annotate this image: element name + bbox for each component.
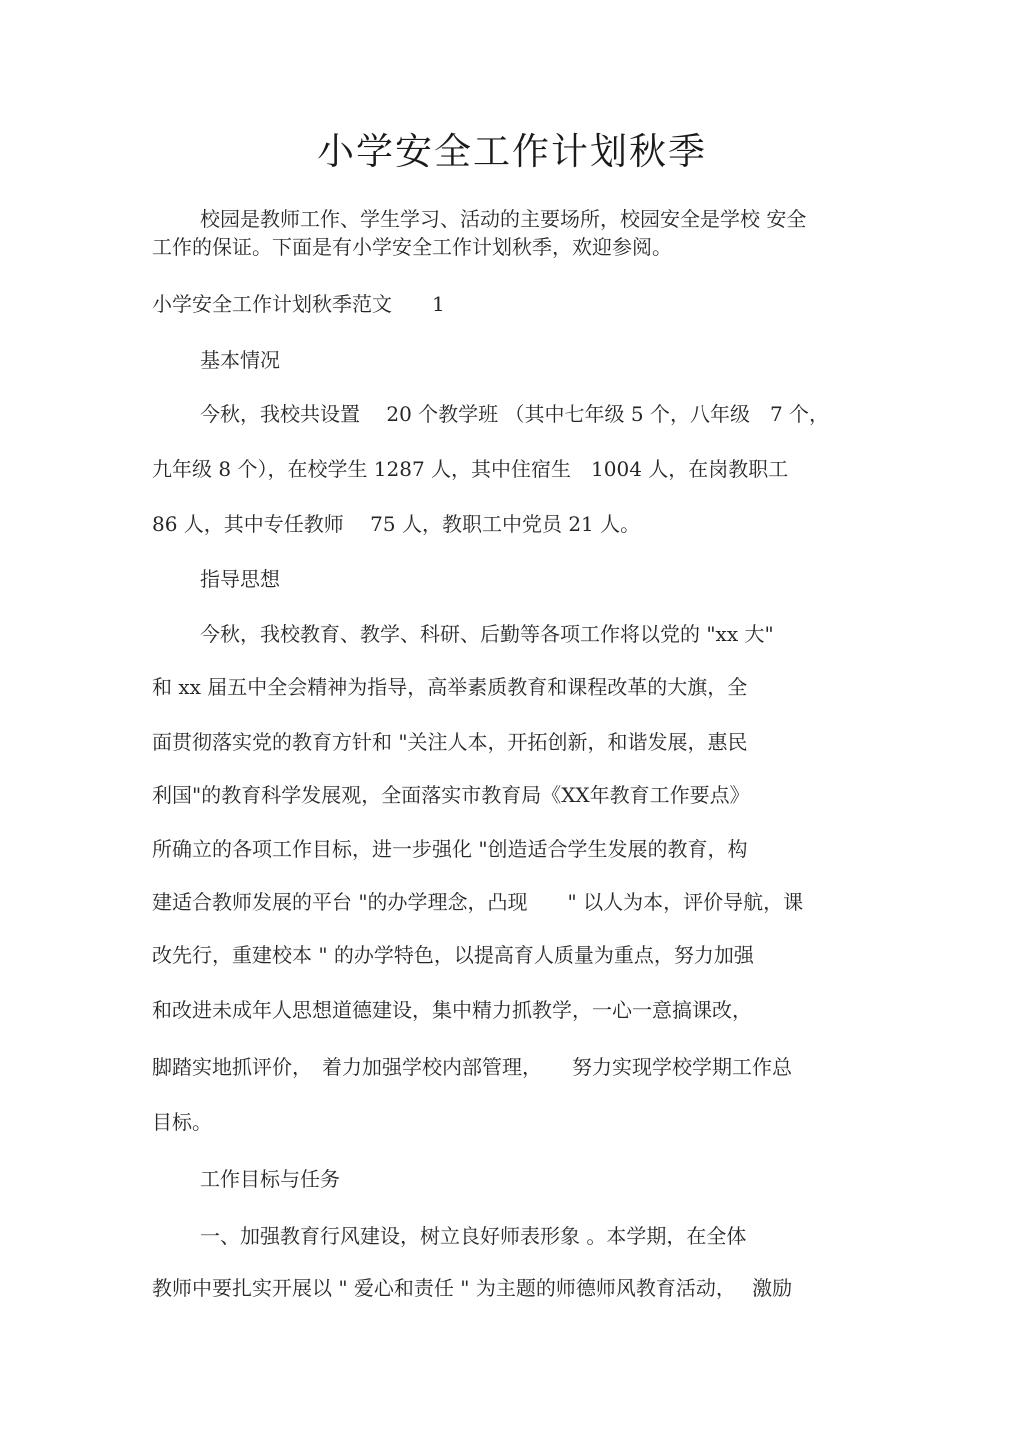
paragraph-line: 面贯彻落实党的教育方针和 "关注人本，开拓创新，和谐发展，惠民 bbox=[152, 730, 748, 754]
paragraph-line: 利国"的教育科学发展观，全面落实市教育局《XX年教育工作要点》 bbox=[152, 783, 750, 807]
paragraph-line: 今秋，我校教育、教学、科研、后勤等各项工作将以党的 "xx 大" bbox=[200, 622, 774, 646]
paragraph-line: 一、加强教育行风建设，树立良好师表形象 。本学期，在全体 bbox=[200, 1224, 747, 1248]
document-title: 小学安全工作计划秋季 bbox=[317, 130, 707, 173]
section-heading-guiding: 指导思想 bbox=[200, 567, 280, 591]
paragraph-line: 建适合教师发展的平台 "的办学理念，凸现 " 以人为本，评价导航，课 bbox=[152, 890, 804, 914]
paragraph-line: 和改进未成年人思想道德建设，集中精力抓教学，一心一意搞课改， bbox=[152, 998, 752, 1022]
paragraph-line: 今秋，我校共设置 20 个教学班 （其中七年级 5 个，八年级 7 个， bbox=[200, 402, 830, 426]
paragraph-line: 和 xx 届五中全会精神为指导，高举素质教育和课程改革的大旗，全 bbox=[152, 675, 748, 699]
paragraph-line: 九年级 8 个），在校学生 1287 人，其中住宿生 1004 人，在岗教职工 bbox=[152, 457, 789, 481]
intro-line-1: 校园是教师工作、学生学习、活动的主要场所，校园安全是学校 安全 bbox=[200, 207, 807, 231]
intro-line-2: 工作的保证。下面是有小学安全工作计划秋季，欢迎参阅。 bbox=[152, 235, 672, 259]
section-heading-basic: 基本情况 bbox=[200, 348, 280, 372]
sample-heading: 小学安全工作计划秋季范文 1 bbox=[152, 292, 445, 316]
paragraph-line: 教师中要扎实开展以 " 爱心和责任 " 为主题的师德师风教育活动， 激励 bbox=[152, 1276, 793, 1300]
paragraph-line: 脚踏实地抓评价， 着力加强学校内部管理， 努力实现学校学期工作总 bbox=[152, 1055, 792, 1079]
paragraph-line: 目标。 bbox=[152, 1110, 212, 1134]
paragraph-line: 86 人，其中专任教师 75 人，教职工中党员 21 人。 bbox=[152, 512, 641, 536]
paragraph-line: 所确立的各项工作目标，进一步强化 "创造适合学生发展的教育，构 bbox=[152, 837, 748, 861]
paragraph-line: 改先行，重建校本 " 的办学特色，以提高育人质量为重点，努力加强 bbox=[152, 943, 754, 967]
section-heading-goals: 工作目标与任务 bbox=[200, 1167, 340, 1191]
